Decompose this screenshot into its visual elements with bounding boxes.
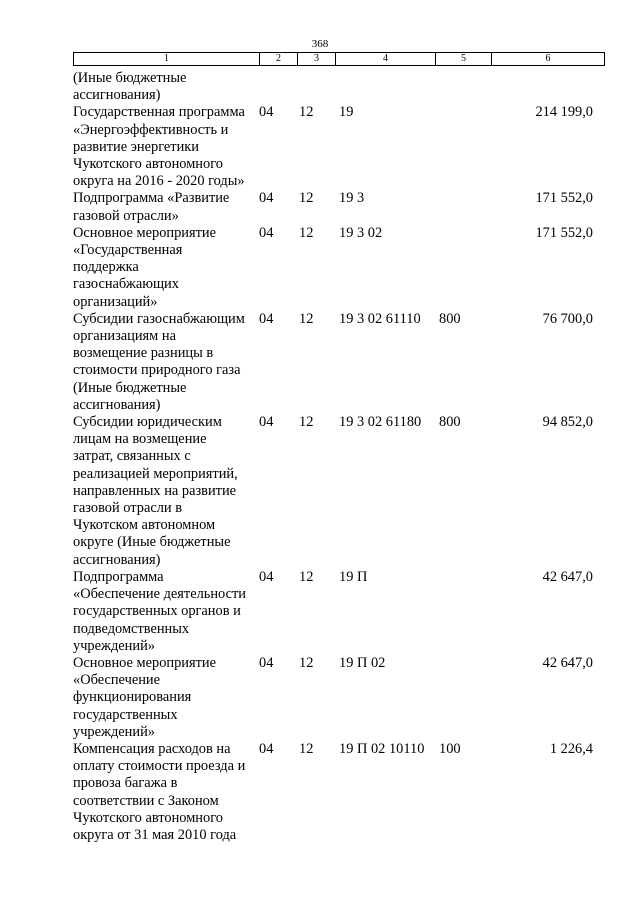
table-row: [73, 70, 605, 104]
row-subsection: 12: [299, 740, 314, 757]
row-expense-type: 800: [439, 310, 461, 327]
table-row: [73, 104, 605, 190]
row-name: Основное мероприятие «Обеспечение функционирования государственных учреждений»: [73, 654, 217, 740]
header-col-1: 1: [74, 53, 260, 65]
row-section: 04: [259, 414, 274, 431]
table-row: [73, 414, 605, 569]
row-name: Субсидии газоснабжающим организациям на возмещение разницы в стоимости природного газа (Иные бюджетные ассигнования): [73, 310, 245, 413]
row-target-code: 19 3: [339, 190, 365, 207]
row-section: 04: [259, 654, 274, 671]
header-col-2: 2: [260, 53, 298, 65]
row-subsection: 12: [299, 224, 314, 241]
row-section: 04: [259, 568, 274, 585]
header-col-4: 4: [336, 53, 436, 65]
row-section: 04: [259, 104, 274, 121]
row-target-code: 19 П: [339, 568, 368, 585]
table-row: [73, 569, 605, 655]
row-amount: 42 647,0: [542, 568, 593, 585]
row-target-code: 19: [339, 104, 354, 121]
row-subsection: 12: [299, 104, 314, 121]
table-header: [73, 52, 605, 66]
table-row: [73, 741, 605, 844]
row-name: (Иные бюджетные ассигнования): [73, 70, 187, 104]
header-col-5: 5: [436, 53, 492, 65]
row-target-code: 19 П 02 10110: [339, 740, 425, 757]
row-name: Подпрограмма «Развитие газовой отрасли»: [73, 190, 230, 224]
row-subsection: 12: [299, 654, 314, 671]
row-amount: 214 199,0: [535, 104, 593, 121]
row-section: 04: [259, 190, 274, 207]
table-row: [73, 190, 605, 224]
table-row: [73, 655, 605, 741]
header-col-3: 3: [298, 53, 336, 65]
row-name: Подпрограмма «Обеспечение деятельности государственных органов и подведомственных учреждений»: [73, 568, 246, 654]
header-col-6: 6: [545, 53, 551, 64]
row-expense-type: 800: [439, 414, 461, 431]
table-row: [73, 225, 605, 311]
row-expense-type: 100: [439, 740, 461, 757]
row-name: Компенсация расходов на оплату стоимости проезда и провоза багажа в соответствии с Законом Чукотского автономного округа от 31 мая 2010 года: [73, 740, 246, 843]
row-target-code: 19 3 02: [339, 224, 383, 241]
row-subsection: 12: [299, 414, 314, 431]
row-amount: 1 226,4: [549, 740, 593, 757]
row-name: Субсидии юридическим лицам на возмещение затрат, связанных с реализацией мероприятий, направленных на развитие газовой отрасли в Чукотском автономном округе (Иные бюджетные ассигнования): [73, 414, 238, 568]
row-target-code: 19 3 02 61180: [339, 414, 422, 431]
row-section: 04: [259, 740, 274, 757]
row-amount: 94 852,0: [542, 414, 593, 431]
row-target-code: 19 П 02: [339, 654, 386, 671]
row-amount: 76 700,0: [542, 310, 593, 327]
row-amount: 171 552,0: [535, 190, 593, 207]
row-name: Государственная программа «Энергоэффективность и развитие энергетики Чукотского автономного округа на 2016 - 2020 годы»: [73, 104, 245, 190]
row-section: 04: [259, 224, 274, 241]
row-subsection: 12: [299, 190, 314, 207]
row-subsection: 12: [299, 310, 314, 327]
row-name: Основное мероприятие «Государственная поддержка газоснабжающих организаций»: [73, 224, 217, 310]
budget-table: [73, 70, 605, 844]
table-row: [73, 311, 605, 414]
row-subsection: 12: [299, 568, 314, 585]
row-amount: 171 552,0: [535, 224, 593, 241]
row-target-code: 19 3 02 61110: [339, 310, 421, 327]
row-section: 04: [259, 310, 274, 327]
page-number: 368: [311, 38, 329, 50]
row-amount: 42 647,0: [542, 654, 593, 671]
